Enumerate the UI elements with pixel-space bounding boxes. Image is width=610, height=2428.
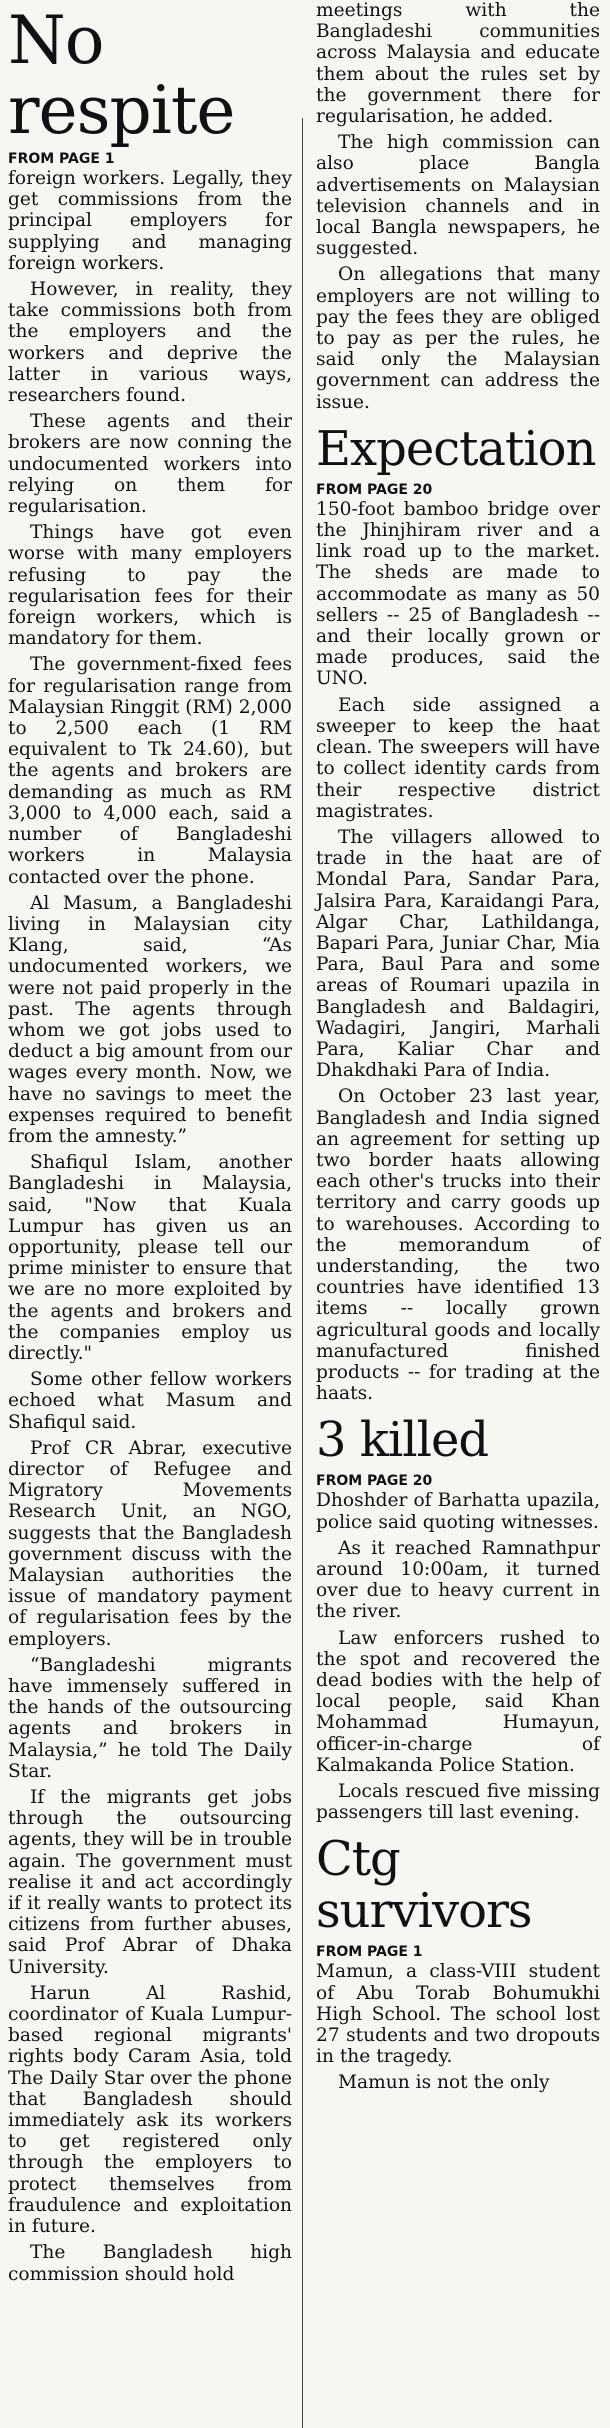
headline-expectation: Expectation: [316, 420, 596, 477]
article-paragraph: If the migrants get jobs through the outsourcing agents, they will be in trouble again. The government must realise it and act accordingly if it really wants to protect its citizens from further abuses, said Prof Abrar of Dhaka University.: [8, 1787, 292, 1978]
article-paragraph: The high commission can also place Bangla advertisements on Malaysian television channels and in local Bangla newspapers, he suggested.: [316, 132, 600, 260]
article-paragraph: On October 23 last year, Bangladesh and India signed an agreement for setting up two border haats allowing each other's trucks into their territory and carry goods up to warehouses. According to the memorandum of understanding, the two countries have identified 13 items -- locally grown agricultural goods and locally manufactured finished products -- for trading at the haats.: [316, 1086, 600, 1405]
article-paragraph: Shafiqul Islam, another Bangladeshi in Malaysia, said, "Now that Kuala Lumpur has given us an opportunity, please tell our prime minister to ensure that we are no more exploited by the agents and brokers and the companies employ us directly.": [8, 1152, 292, 1364]
from-page-label: FROM PAGE 1: [8, 151, 115, 167]
article-paragraph: foreign workers. Legally, they get commissions from the principal employers for supplying and managing foreign workers.: [8, 168, 292, 274]
article-paragraph: Mamun is not the only: [338, 2072, 550, 2094]
from-page-label: FROM PAGE 1: [316, 1944, 423, 1961]
article-paragraph: The Bangladesh high commission should hold: [8, 2242, 292, 2285]
article-paragraph: “Bangladeshi migrants have immensely suffered in the hands of the outsourcing agents and brokers in Malaysia,” he told The Daily Star.: [8, 1654, 292, 1782]
headline-ctg-survivors: Ctg survivors: [316, 1831, 532, 1940]
left-column: [8, 0, 292, 2290]
article-paragraph: Things have got even worse with many employers refusing to pay the regularisation fees for their foreign workers, which is mandatory for them.: [8, 522, 292, 650]
article-paragraph: Harun Al Rashid, coordinator of Kuala Lumpur-based regional migrants' rights body Caram Asia, told The Daily Star over the phone that Bangladesh should immediately ask its workers to get registered only through the employers to protect themselves from fraudulence and exploitation in future.: [8, 1982, 292, 2238]
headline-3-killed: 3 killed: [316, 1412, 489, 1469]
from-page-label: FROM PAGE 20: [316, 481, 433, 498]
article-paragraph: Each side assigned a sweeper to keep the haat clean. The sweepers will have to collect identity cards from their respective district magistrates.: [316, 694, 600, 822]
article-paragraph: 150-foot bamboo bridge over the Jhinjhiram river and a link road up to the market. The sheds are made to accommodate as many as 50 sellers -- 25 of Bangladesh -- and their locally grown or made produces, said the UNO.: [316, 498, 600, 690]
article-paragraph: These agents and their brokers are now conning the undocumented workers into relying on them for regularisation.: [8, 411, 292, 518]
article-paragraph: Dhoshder of Barhatta upazila, police said quoting witnesses.: [316, 1490, 600, 1533]
column-divider: [302, 118, 303, 2428]
right-column: [316, 0, 600, 2099]
article-paragraph: Al Masum, a Bangladeshi living in Malaysian city Klang, said, “As undocumented workers, we were not paid properly in the past. The agents through whom we got jobs used to deduct a big amount from our wages every month. Now, we have no savings to meet the expenses required to benefit from the amnesty.”: [8, 892, 292, 1147]
article-paragraph: The villagers allowed to trade in the haat are of Mondal Para, Sandar Para, Jalsira Para, Karaidangi Para, Algar Char, Lathildanga, Bapari Para, Juniar Char, Mia Para, Baul Para and some areas of Roumari upazila in Bangladesh and Baldagiri, Wadagiri, Jangiri, Marhali Para, Kaliar Char and Dhakdhaki Para of India.: [316, 826, 600, 1082]
from-page-label: FROM PAGE 20: [316, 1473, 433, 1490]
article-paragraph: Some other fellow workers echoed what Masum and Shafiqul said.: [8, 1369, 292, 1433]
article-paragraph: On allegations that many employers are not willing to pay the fees they are obliged to pay as per the rules, he said only the Malaysian government can address the issue.: [316, 264, 600, 413]
article-paragraph: However, in reality, they take commissions both from the employers and the workers and deprive the latter in various ways, researchers found.: [8, 279, 292, 407]
headline-no-respite: No respite: [8, 2, 235, 149]
article-paragraph: meetings with the Bangladeshi communities across Malaysia and educate them about the rules set by the government there for regularisation, he added.: [316, 0, 600, 128]
article-paragraph: The government-fixed fees for regularisation range from Malaysian Ringgit (RM) 2,000 to 2,500 each (1 RM equivalent to Tk 24.60), but the agents and brokers are demanding as much as RM 3,000 to 4,000 each, said a number of Bangladeshi workers in Malaysia contacted over the phone.: [8, 654, 292, 888]
article-paragraph: Law enforcers rushed to the spot and recovered the dead bodies with the help of local people, said Khan Mohammad Humayun, officer-in-charge of Kalmakanda Police Station.: [316, 1627, 600, 1776]
article-paragraph: As it reached Ramnathpur around 10:00am, it turned over due to heavy current in the river.: [316, 1537, 600, 1623]
article-paragraph: Locals rescued five missing passengers till last evening.: [316, 1781, 600, 1824]
article-paragraph: Prof CR Abrar, executive director of Refugee and Migratory Movements Research Unit, an NGO, suggests that the Bangladesh government discuss with the Malaysian authorities the issue of mandatory payment of regularisation fees by the employers.: [8, 1437, 292, 1650]
article-paragraph: Mamun, a class-VIII student of Abu Torab Bohumukhi High School. The school lost 27 students and two dropouts in the tragedy.: [316, 1961, 600, 2068]
